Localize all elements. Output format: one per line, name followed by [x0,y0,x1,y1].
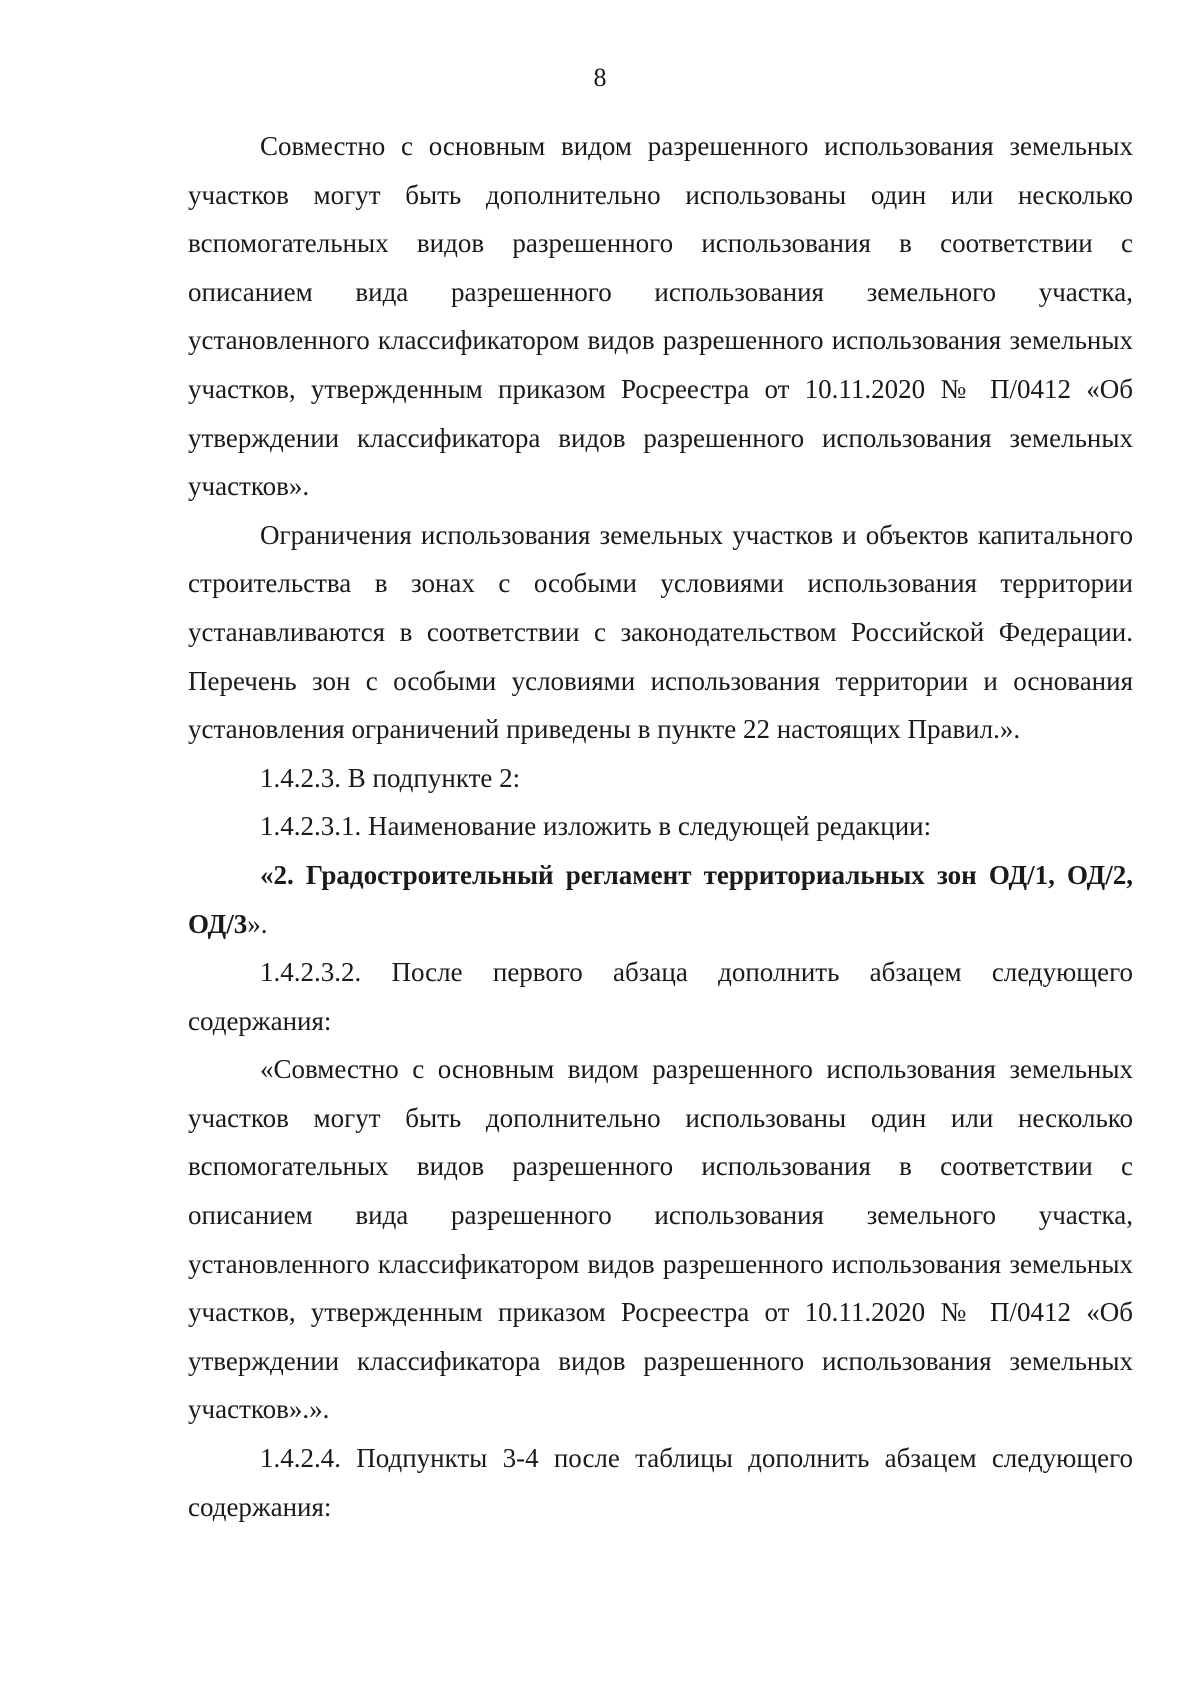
paragraph-use-restrictions: Ограничения использования земельных участков и объектов капитального строительства в зонах с особыми условиями использования территории устанавливаются в соответствии с законодательством Российской Федерации. Перечень зон с особыми условиями использования территории и основания установления ограничений приведены в пункте 22 настоящих Правил.». [188,519,1133,745]
regulation-heading-tail: ». [247,908,268,939]
paragraph-item-1-4-2-3-2: 1.4.2.3.2. После первого абзаца дополнить абзацем следующего содержания: [188,957,1133,1036]
paragraph-regulation-title [188,851,1133,948]
regulation-heading: «2. Градостроительный регламент территориальных зон ОД/1, ОД/2, ОД/3 [188,859,1133,939]
paragraph-auxiliary-use-kinds: Совместно с основным видом разрешенного использования земельных участков могут быть дополнительно использованы один или несколько вспомогательных видов разрешенного использования в соответствии с описанием вида разрешенного использования земельного участка, установленного классификатором видов разрешенного использования земельных участков, утвержденным приказом Росреестра от 10.11.2020 № П/0412 «Об утверждении классификатора видов разрешенного использования земельных участков». [188,131,1133,502]
paragraph-item-1-4-2-4: 1.4.2.4. Подпункты 3-4 после таблицы дополнить абзацем следующего содержания: [188,1443,1133,1522]
paragraph-item-1-4-2-3: 1.4.2.3. В подпункте 2: [260,762,521,793]
document-body [188,122,1133,1531]
paragraph-quoted-auxiliary-use-kinds: «Совместно с основным видом разрешенного использования земельных участков могут быть дополнительно использованы один или несколько вспомогательных видов разрешенного использования в соответствии с описанием вида разрешенного использования земельного участка, установленного классификатором видов разрешенного использования земельных участков, утвержденным приказом Росреестра от 10.11.2020 № П/0412 «Об утверждении классификатора видов разрешенного использования земельных участков».». [188,1054,1133,1425]
page-number: 8 [593,63,607,92]
paragraph-item-1-4-2-3-1: 1.4.2.3.1. Наименование изложить в следующей редакции: [260,811,932,842]
